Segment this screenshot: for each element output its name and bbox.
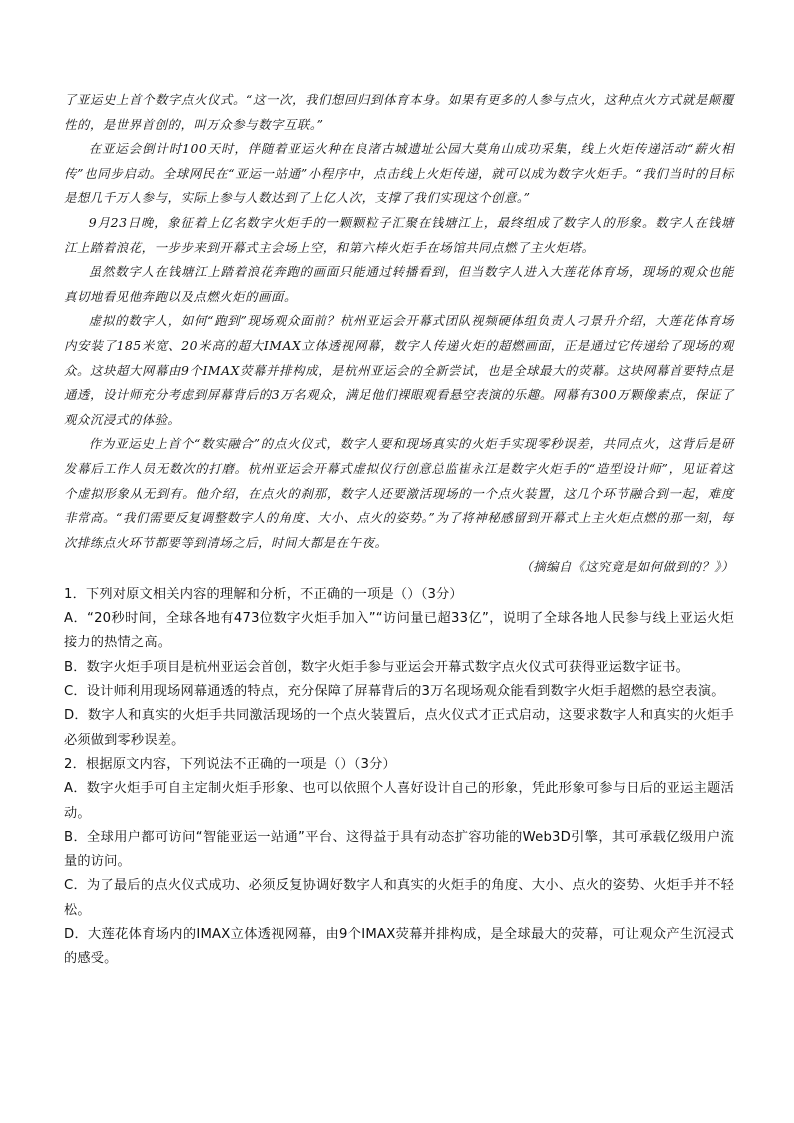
question-option-a: A．“20秒时间，全球各地有473位数字火炬手加入”“访问量已超33亿”，说明了全球各地人民参与线上亚运火炬接力的热情之高。 xyxy=(64,611,734,651)
passage-paragraph-1: 了亚运史上首个数字点火仪式。“这一次，我们想回归到体育本身。如果有更多的人参与点火，这种点火方式就是颠覆性的，是世界首创的，叫万众参与数字互联。” xyxy=(64,92,734,132)
question-option-b: B．数字火炬手项目是杭州亚运会首创，数字火炬手参与亚运会开幕式数字点火仪式可获得亚运数字证书。 xyxy=(64,659,690,675)
question-2 xyxy=(64,753,734,972)
question-section xyxy=(64,583,734,972)
question-option-b: B．全球用户都可访问“智能亚运一站通”平台、这得益于具有动态扩容功能的Web3D引擎，其可承载亿级用户流量的访问。 xyxy=(64,829,734,870)
passage-paragraph-4: 虽然数字人在钱塘江上踏着浪花奔跑的画面只能通过转播看到，但当数字人进入大莲花体育场，现场的观众也能真切地看见他奔跑以及点燃火炬的画面。 xyxy=(64,264,734,304)
question-option-a: A．数字火炬手可自主定制火炬手形象、也可以依照个人喜好设计自己的形象，凭此形象可参与日后的亚运主题活动。 xyxy=(64,781,734,821)
reading-passage xyxy=(64,88,734,580)
passage-paragraph-6: 作为亚运史上首个“数实融合”的点火仪式，数字人要和现场真实的火炬手实现零秒误差，共同点火，这背后是研发幕后工作人员无数次的打磨。杭州亚运会开幕式虚拟仪行创意总监崔永江是数字火炬手的“造型设计师”，见证着这个虚拟形象从无到有。他介绍，在点火的刹那，数字人还要激活现场的一个点火装置，这几个环节融合到一起，难度非常高。“我们需要反复调整数字人的角度、大小、点火的姿势。”为了将神秘感留到开幕式上主火炬点燃的那一刻，每次排练点火环节都要等到清场之后，时间大都是在午夜。 xyxy=(64,436,734,550)
passage-paragraph-3: 9月23日晚，象征着上亿名数字火炬手的一颗颗粒子汇聚在钱塘江上，最终组成了数字人的形象。数字人在钱塘江上踏着浪花，一步步来到开幕式主会场上空，和第六棒火炬手在场馆共同点燃了主火炬塔。 xyxy=(64,214,734,255)
passage-paragraph-5: 虚拟的数字人，如何“跑到”现场观众面前？杭州亚运会开幕式团队视频硬体组负责人刁景升介绍，大莲花体育场内安装了185米宽、20米高的超大IMAX立体透视网幕，数字人传递火炬的超燃画面，正是通过它传递给了现场的观众。这块超大网幕由9个IMAX荧幕并排构成，是杭州亚运会的全新尝试，也是全球最大的荧幕。这块网幕首要特点是通透，设计师充分考虑到屏幕背后的3万名观众，满足他们裸眼观看悬空表演的乐趣。网幕有300万颗像素点，保证了观众沉浸式的体验。 xyxy=(64,313,734,427)
question-option-d: D．数字人和真实的火炬手共同激活现场的一个点火装置后，点火仪式才正式启动，这要求数字人和真实的火炬手必须做到零秒误差。 xyxy=(64,708,734,748)
question-stem: 1．下列对原文相关内容的理解和分析，不正确的一项是（）（3分） xyxy=(64,586,463,602)
question-1 xyxy=(64,583,734,753)
passage-paragraph-2: 在亚运会倒计时100天时，伴随着亚运火种在良渚古城遗址公园大莫角山成功采集，线上火炬传递活动“薪火相传”也同步启动。全球网民在“亚运一站通”小程序中，点击线上火炬传递，就可以成为数字火炬手。“我们当时的目标是想几千万人参与，实际上参与人数达到了上亿人次，支撑了我们实现这个创意。” xyxy=(64,141,734,206)
passage-source: （摘编自《这究竟是如何做到的？》） xyxy=(520,559,734,575)
question-stem: 2．根据原文内容，下列说法不正确的一项是（）（3分） xyxy=(64,756,396,772)
question-option-c: C．为了最后的点火仪式成功、必须反复协调好数字人和真实的火炬手的角度、大小、点火的姿势、火炬手并不轻松。 xyxy=(64,878,734,918)
question-option-d: D．大莲花体育场内的IMAX立体透视网幕，由9个IMAX荧幕并排构成，是全球最大的荧幕，可让观众产生沉浸式的感受。 xyxy=(64,927,734,967)
question-option-c: C．设计师利用现场网幕通透的特点，充分保障了屏幕背后的3万名现场观众能看到数字火炬手超燃的悬空表演。 xyxy=(64,684,725,700)
